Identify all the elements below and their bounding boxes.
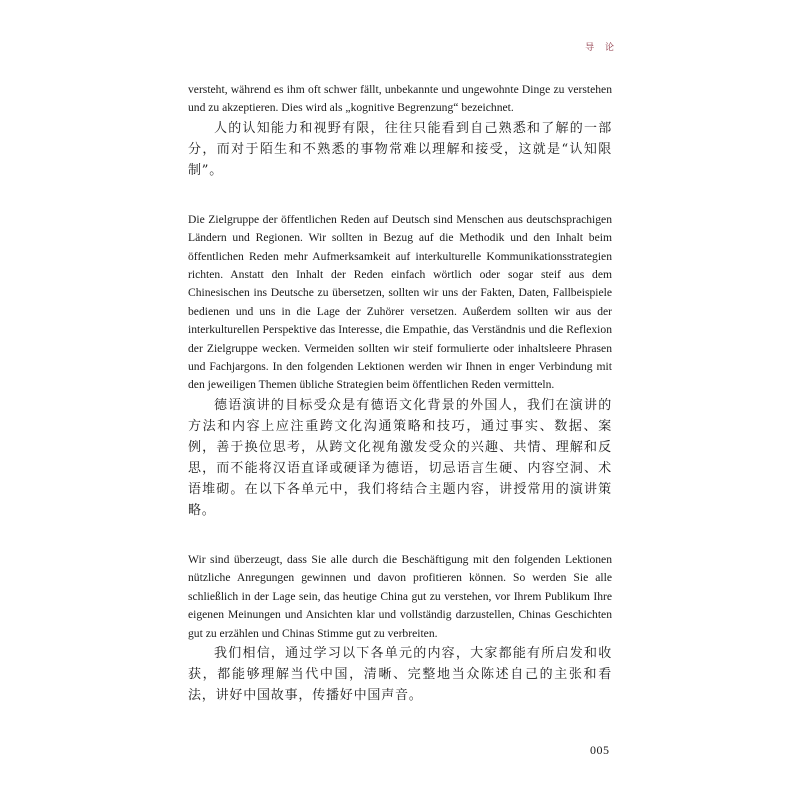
chinese-paragraph-3: 我们相信，通过学习以下各单元的内容，大家都能有所启发和收获，都能够理解当代中国，清晰、完整地当众陈述自己的主张和看法，讲好中国故事，传播好中国声音。 xyxy=(188,645,612,703)
german-paragraph-3: Wir sind überzeugt, dass Sie alle durch die Beschäftigung mit den folgenden Lektionen nützliche Anregungen gewinnen und davon profitieren können. So werden Sie alle schließlich in der Lage sein, das heutige China gut zu verstehen, vor Ihrem Publikum Ihre eigenen Meinungen und Ansichten klar und vollständig darzustellen, Chinas Geschichten gut zu erzählen und Chinas Stimme gut zu verbreiten. xyxy=(188,552,612,640)
german-paragraph-2: Die Zielgruppe der öffentlichen Reden auf Deutsch sind Menschen aus deutschsprachigen Ländern und Regionen. Wir sollten in Bezug auf die Methodik und den Inhalt beim öffentlichen Reden mehr Aufmerksamkeit auf interkulturelle Kommunikationsstrategien richten. Anstatt den Inhalt der Reden einfach wörtlich oder sogar steif aus dem Chinesischen ins Deutsche zu übersetzen, sollten wir uns der Fakten, Daten, Fallbeispiele bedienen und uns in die Lage der Zuhörer versetzen. Außerdem sollten wir aus der interkulturellen Perspektive das Interesse, die Empathie, das Verständnis und die Reflexion der Zielgruppe wecken. Vermeiden sollten wir steif formulierte oder inhaltsleere Phrasen und Fachjargons. In den folgenden Lektionen werden wir Ihnen in enger Verbindung mit den jeweiligen Themen übliche Strategien beim öffentlichen Reden vermitteln. xyxy=(188,212,612,392)
running-header: 导 论 xyxy=(585,43,618,53)
chinese-paragraph-2: 德语演讲的目标受众是有德语文化背景的外国人，我们在演讲的方法和内容上应注重跨文化沟通策略和技巧，通过事实、数据、案例，善于换位思考，从跨文化视角激发受众的兴趣、共情、理解和反思，而不能将汉语直译或硬译为德语，切忌语言生硬、内容空洞、术语堆砌。在以下各单元中，我们将结合主题内容，讲授常用的演讲策略。 xyxy=(188,397,612,518)
german-paragraph-1: versteht, während es ihm oft schwer fällt, unbekannte und ungewohnte Dinge zu verstehen und zu akzeptieren. Dies wird als „kognitive Begrenzung“ bezeichnet. xyxy=(188,83,612,115)
page-number: 005 xyxy=(590,743,610,757)
chinese-paragraph-1: 人的认知能力和视野有限，往往只能看到自己熟悉和了解的一部分，而对于陌生和不熟悉的事物常难以理解和接受，这就是“认知限制”。 xyxy=(188,120,612,178)
page-body xyxy=(188,81,612,706)
